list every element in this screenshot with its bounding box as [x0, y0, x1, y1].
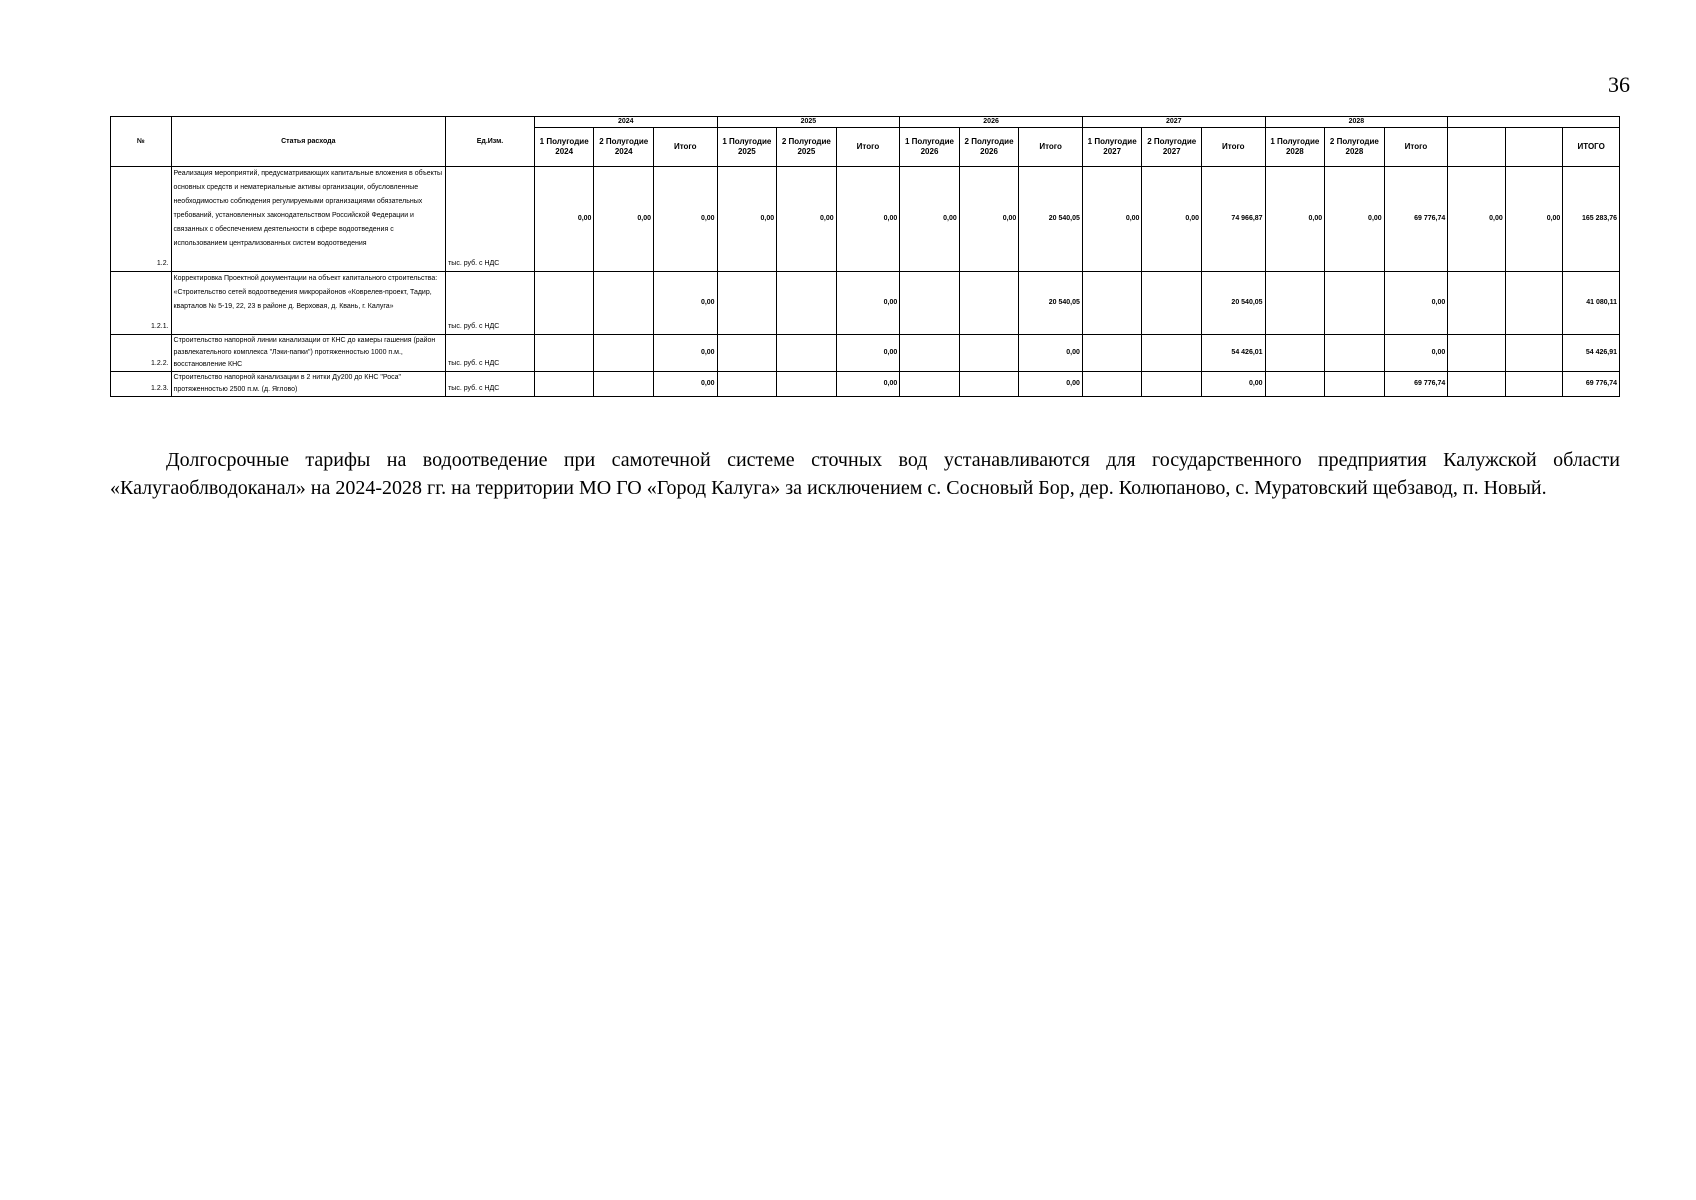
value-cell: 0,00: [653, 372, 717, 397]
value-cell: 74 966,87: [1202, 167, 1266, 272]
row-unit: тыс. руб. с НДС: [446, 167, 535, 272]
value-cell: [1448, 335, 1506, 372]
value-cell: 20 540,05: [1019, 272, 1083, 335]
header-unit: Ед.Изм.: [446, 117, 535, 167]
header-itogo: Итого: [1384, 128, 1448, 167]
value-cell: [717, 335, 777, 372]
value-cell: [1142, 272, 1202, 335]
value-cell: [777, 335, 837, 372]
value-cell: 0,00: [653, 335, 717, 372]
total-cell: 165 283,76: [1563, 167, 1620, 272]
value-cell: 0,00: [1325, 167, 1385, 272]
table-row: [111, 372, 1620, 397]
value-cell: [1505, 372, 1563, 397]
header-itogo: Итого: [1202, 128, 1266, 167]
budget-table-wrapper: [110, 116, 1620, 397]
value-cell: 0,00: [836, 272, 900, 335]
value-cell: [594, 372, 654, 397]
tariff-paragraph: Долгосрочные тарифы на водоотведение при самотечной системе сточных вод устанавливаются для государственного предприятия Калужской области «Калугаоблводоканал» на 2024-2028 гг. на территории МО ГО «Город Калуга» за исключением с. Сосновый Бор, дер. Колюпаново, с. Муратовский щебзавод, п. Новый.: [110, 449, 1620, 499]
header-blank: [1505, 128, 1563, 167]
value-cell: 0,00: [836, 372, 900, 397]
header-years-row: [111, 117, 1620, 128]
table-row: [111, 272, 1620, 335]
page-number: 36: [1608, 72, 1630, 97]
header-half2: 2 Полугодие 2027: [1142, 128, 1202, 167]
value-cell: [717, 272, 777, 335]
table-row: [111, 167, 1620, 272]
value-cell: 0,00: [959, 167, 1019, 272]
value-cell: [1082, 272, 1142, 335]
value-cell: [1448, 272, 1506, 335]
value-cell: [959, 372, 1019, 397]
value-cell: [777, 272, 837, 335]
value-cell: [534, 335, 594, 372]
header-half1: 1 Полугодие 2027: [1082, 128, 1142, 167]
header-total: ИТОГО: [1563, 128, 1620, 167]
value-cell: [1265, 372, 1325, 397]
value-cell: 69 776,74: [1384, 372, 1448, 397]
value-cell: 0,00: [1202, 372, 1266, 397]
value-cell: [594, 272, 654, 335]
value-cell: 0,00: [1142, 167, 1202, 272]
header-half2: 2 Полугодие 2024: [594, 128, 654, 167]
value-cell: 0,00: [836, 335, 900, 372]
header-half1: 1 Полугодие 2026: [900, 128, 960, 167]
value-cell: 0,00: [594, 167, 654, 272]
value-cell: [959, 272, 1019, 335]
value-cell: 0,00: [1384, 335, 1448, 372]
value-cell: 0,00: [653, 167, 717, 272]
value-cell: [959, 335, 1019, 372]
total-cell: 69 776,74: [1563, 372, 1620, 397]
value-cell: [1265, 272, 1325, 335]
row-article: Строительство напорной канализации в 2 нитки Ду200 до КНС "Роса" протяженностью 2500 п.м. (д. Яглово): [171, 372, 446, 397]
header-half1: 1 Полугодие 2024: [534, 128, 594, 167]
table-row: [111, 335, 1620, 372]
row-unit: тыс. руб. с НДС: [446, 372, 535, 397]
value-cell: [1448, 372, 1506, 397]
value-cell: [1325, 272, 1385, 335]
value-cell: [900, 335, 960, 372]
value-cell: 0,00: [1019, 372, 1083, 397]
row-article: Корректировка Проектной документации на объект капитального строительства: «Строительство сетей водоотведения микрорайонов «Коврелев-проект, Тадир, кварталов № 5-19, 22, 23 в районе д. Верховая, д. Квань, г. Калуга»: [171, 272, 446, 335]
value-cell: 20 540,05: [1019, 167, 1083, 272]
value-cell: 0,00: [534, 167, 594, 272]
header-half2: 2 Полугодие 2028: [1325, 128, 1385, 167]
header-itogo: Итого: [653, 128, 717, 167]
value-cell: 0,00: [717, 167, 777, 272]
value-cell: 0,00: [1505, 167, 1563, 272]
value-cell: 0,00: [836, 167, 900, 272]
header-blank-year: [1448, 117, 1620, 128]
value-cell: 0,00: [1384, 272, 1448, 335]
value-cell: [1505, 272, 1563, 335]
value-cell: 0,00: [900, 167, 960, 272]
total-cell: 54 426,91: [1563, 335, 1620, 372]
value-cell: [534, 372, 594, 397]
value-cell: [1325, 372, 1385, 397]
value-cell: 0,00: [1265, 167, 1325, 272]
header-half2: 2 Полугодие 2026: [959, 128, 1019, 167]
header-half1: 1 Полугодие 2028: [1265, 128, 1325, 167]
value-cell: [594, 335, 654, 372]
total-cell: 41 080,11: [1563, 272, 1620, 335]
value-cell: [1142, 335, 1202, 372]
header-year: 2024: [534, 117, 717, 128]
header-half2: 2 Полугодие 2025: [777, 128, 837, 167]
header-blank: [1448, 128, 1506, 167]
value-cell: 0,00: [1019, 335, 1083, 372]
value-cell: [1082, 372, 1142, 397]
value-cell: 0,00: [1082, 167, 1142, 272]
value-cell: 0,00: [1448, 167, 1506, 272]
row-article: Реализация мероприятий, предусматривающих капитальные вложения в объекты основных средств и нематериальные активы организации, обусловленные необходимостью соблюдения регулируемыми организациями обязательных требований, установленных законодательством Российской Федерации и связанных с обеспечением деятельности в сфере водоотведения с использованием централизованных систем водоотведения: [171, 167, 446, 272]
row-article: Строительство напорной линии канализации от КНС до камеры гашения (район развлекательного комплекса "Лэки-папки") протяженностью 1000 п.м., восстановление КНС: [171, 335, 446, 372]
value-cell: [534, 272, 594, 335]
header-itogo: Итого: [1019, 128, 1083, 167]
value-cell: [900, 272, 960, 335]
budget-table: [110, 116, 1620, 397]
row-number: 1.2.2.: [111, 335, 172, 372]
value-cell: 0,00: [653, 272, 717, 335]
value-cell: 0,00: [777, 167, 837, 272]
header-year: 2028: [1265, 117, 1448, 128]
value-cell: [1082, 335, 1142, 372]
row-number: 1.2.: [111, 167, 172, 272]
value-cell: [900, 372, 960, 397]
row-unit: тыс. руб. с НДС: [446, 272, 535, 335]
value-cell: [1265, 335, 1325, 372]
row-number: 1.2.1.: [111, 272, 172, 335]
header-itogo: Итого: [836, 128, 900, 167]
value-cell: 69 776,74: [1384, 167, 1448, 272]
header-article: Статья расхода: [171, 117, 446, 167]
row-unit: тыс. руб. с НДС: [446, 335, 535, 372]
header-year: 2027: [1082, 117, 1265, 128]
header-no: №: [111, 117, 172, 167]
value-cell: 54 426,01: [1202, 335, 1266, 372]
header-year: 2026: [900, 117, 1083, 128]
value-cell: [1325, 335, 1385, 372]
value-cell: [777, 372, 837, 397]
value-cell: [1142, 372, 1202, 397]
row-number: 1.2.3.: [111, 372, 172, 397]
header-year: 2025: [717, 117, 900, 128]
header-half1: 1 Полугодие 2025: [717, 128, 777, 167]
value-cell: [717, 372, 777, 397]
value-cell: 20 540,05: [1202, 272, 1266, 335]
value-cell: [1505, 335, 1563, 372]
